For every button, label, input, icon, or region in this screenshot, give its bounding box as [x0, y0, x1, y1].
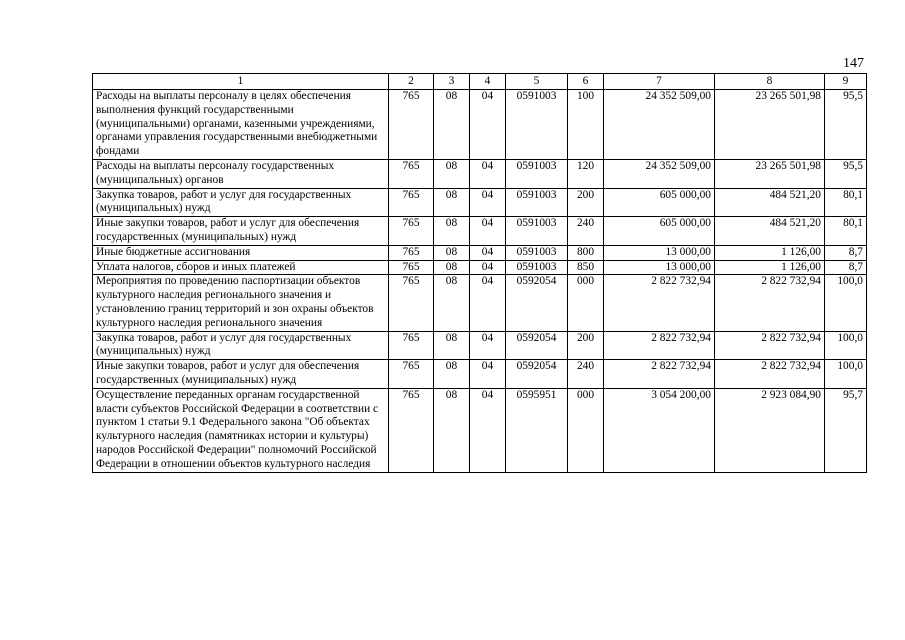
execution-percent: 8,7: [825, 245, 867, 260]
execution-percent: 95,7: [825, 388, 867, 472]
executed-amount: 484 521,20: [715, 188, 825, 217]
section-code: 08: [434, 360, 470, 389]
ministry-code: 765: [389, 217, 434, 246]
table-row: [93, 360, 867, 389]
table-row: [93, 260, 867, 275]
ministry-code: 765: [389, 159, 434, 188]
executed-amount: 2 822 732,94: [715, 360, 825, 389]
section-code: 08: [434, 388, 470, 472]
target-article-code: 0591003: [506, 260, 568, 275]
ministry-code: 765: [389, 90, 434, 160]
table-row: [93, 388, 867, 472]
section-code: 08: [434, 260, 470, 275]
target-article-code: 0591003: [506, 159, 568, 188]
column-header: 2: [389, 74, 434, 90]
table-body: [93, 90, 867, 473]
section-code: 08: [434, 331, 470, 360]
column-header: 9: [825, 74, 867, 90]
executed-amount: 23 265 501,98: [715, 90, 825, 160]
planned-amount: 2 822 732,94: [604, 331, 715, 360]
ministry-code: 765: [389, 388, 434, 472]
ministry-code: 765: [389, 260, 434, 275]
subsection-code: 04: [470, 360, 506, 389]
expense-type-code: 240: [568, 360, 604, 389]
page-number: 147: [843, 56, 864, 71]
column-header: 5: [506, 74, 568, 90]
subsection-code: 04: [470, 188, 506, 217]
section-code: 08: [434, 275, 470, 331]
subsection-code: 04: [470, 331, 506, 360]
ministry-code: 765: [389, 245, 434, 260]
expense-name: Расходы на выплаты персоналу в целях обеспечения выполнения функций государственными (муниципальными) органами, казенными учреждениями, органами управления государственными внебюджетными фондами: [93, 90, 389, 160]
expense-name: Закупка товаров, работ и услуг для государственных (муниципальных) нужд: [93, 331, 389, 360]
section-code: 08: [434, 188, 470, 217]
planned-amount: 24 352 509,00: [604, 159, 715, 188]
section-code: 08: [434, 159, 470, 188]
column-header: 3: [434, 74, 470, 90]
expense-type-code: 000: [568, 388, 604, 472]
executed-amount: 1 126,00: [715, 260, 825, 275]
subsection-code: 04: [470, 90, 506, 160]
planned-amount: 13 000,00: [604, 260, 715, 275]
expense-type-code: 120: [568, 159, 604, 188]
subsection-code: 04: [470, 245, 506, 260]
executed-amount: 2 822 732,94: [715, 275, 825, 331]
expense-name: Иные закупки товаров, работ и услуг для обеспечения государственных (муниципальных) нужд: [93, 217, 389, 246]
table-row: [93, 331, 867, 360]
execution-percent: 80,1: [825, 188, 867, 217]
table-row: [93, 217, 867, 246]
expense-name: Мероприятия по проведению паспортизации объектов культурного наследия регионального значения и установлению границ территорий и зон охраны объектов культурного наследия регионального значения: [93, 275, 389, 331]
subsection-code: 04: [470, 217, 506, 246]
planned-amount: 2 822 732,94: [604, 360, 715, 389]
expense-name: Уплата налогов, сборов и иных платежей: [93, 260, 389, 275]
column-header: 4: [470, 74, 506, 90]
subsection-code: 04: [470, 388, 506, 472]
planned-amount: 24 352 509,00: [604, 90, 715, 160]
table-row: [93, 90, 867, 160]
executed-amount: 2 822 732,94: [715, 331, 825, 360]
expense-type-code: 200: [568, 188, 604, 217]
subsection-code: 04: [470, 260, 506, 275]
expense-type-code: 800: [568, 245, 604, 260]
expense-type-code: 100: [568, 90, 604, 160]
expense-name: Закупка товаров, работ и услуг для государственных (муниципальных) нужд: [93, 188, 389, 217]
planned-amount: 605 000,00: [604, 217, 715, 246]
target-article-code: 0592054: [506, 360, 568, 389]
target-article-code: 0591003: [506, 245, 568, 260]
target-article-code: 0595951: [506, 388, 568, 472]
subsection-code: 04: [470, 275, 506, 331]
column-header: 1: [93, 74, 389, 90]
executed-amount: 1 126,00: [715, 245, 825, 260]
target-article-code: 0592054: [506, 275, 568, 331]
ministry-code: 765: [389, 331, 434, 360]
ministry-code: 765: [389, 188, 434, 217]
ministry-code: 765: [389, 360, 434, 389]
table-header: [93, 74, 867, 90]
planned-amount: 2 822 732,94: [604, 275, 715, 331]
header-row: [93, 74, 867, 90]
executed-amount: 484 521,20: [715, 217, 825, 246]
table-row: [93, 245, 867, 260]
execution-percent: 100,0: [825, 331, 867, 360]
section-code: 08: [434, 90, 470, 160]
execution-percent: 8,7: [825, 260, 867, 275]
execution-percent: 95,5: [825, 159, 867, 188]
expense-type-code: 200: [568, 331, 604, 360]
expense-name: Осуществление переданных органам государственной власти субъектов Российской Федерации в соответствии с пунктом 1 статьи 9.1 Федерального закона "Об объектах культурного наследия (памятниках истории и культуры) народов Российской Федерации" полномочий Российской Федерации в отношении объектов культурного наследия: [93, 388, 389, 472]
table-row: [93, 275, 867, 331]
execution-percent: 100,0: [825, 275, 867, 331]
column-header: 6: [568, 74, 604, 90]
target-article-code: 0591003: [506, 90, 568, 160]
expense-name: Иные закупки товаров, работ и услуг для обеспечения государственных (муниципальных) нужд: [93, 360, 389, 389]
budget-table: [92, 73, 867, 473]
ministry-code: 765: [389, 275, 434, 331]
planned-amount: 13 000,00: [604, 245, 715, 260]
execution-percent: 80,1: [825, 217, 867, 246]
planned-amount: 605 000,00: [604, 188, 715, 217]
expense-name: Иные бюджетные ассигнования: [93, 245, 389, 260]
section-code: 08: [434, 217, 470, 246]
expense-type-code: 000: [568, 275, 604, 331]
column-header: 7: [604, 74, 715, 90]
section-code: 08: [434, 245, 470, 260]
expense-name: Расходы на выплаты персоналу государственных (муниципальных) органов: [93, 159, 389, 188]
expense-type-code: 240: [568, 217, 604, 246]
target-article-code: 0591003: [506, 217, 568, 246]
table-row: [93, 159, 867, 188]
target-article-code: 0592054: [506, 331, 568, 360]
subsection-code: 04: [470, 159, 506, 188]
execution-percent: 95,5: [825, 90, 867, 160]
executed-amount: 2 923 084,90: [715, 388, 825, 472]
target-article-code: 0591003: [506, 188, 568, 217]
planned-amount: 3 054 200,00: [604, 388, 715, 472]
table-row: [93, 188, 867, 217]
column-header: 8: [715, 74, 825, 90]
execution-percent: 100,0: [825, 360, 867, 389]
executed-amount: 23 265 501,98: [715, 159, 825, 188]
expense-type-code: 850: [568, 260, 604, 275]
